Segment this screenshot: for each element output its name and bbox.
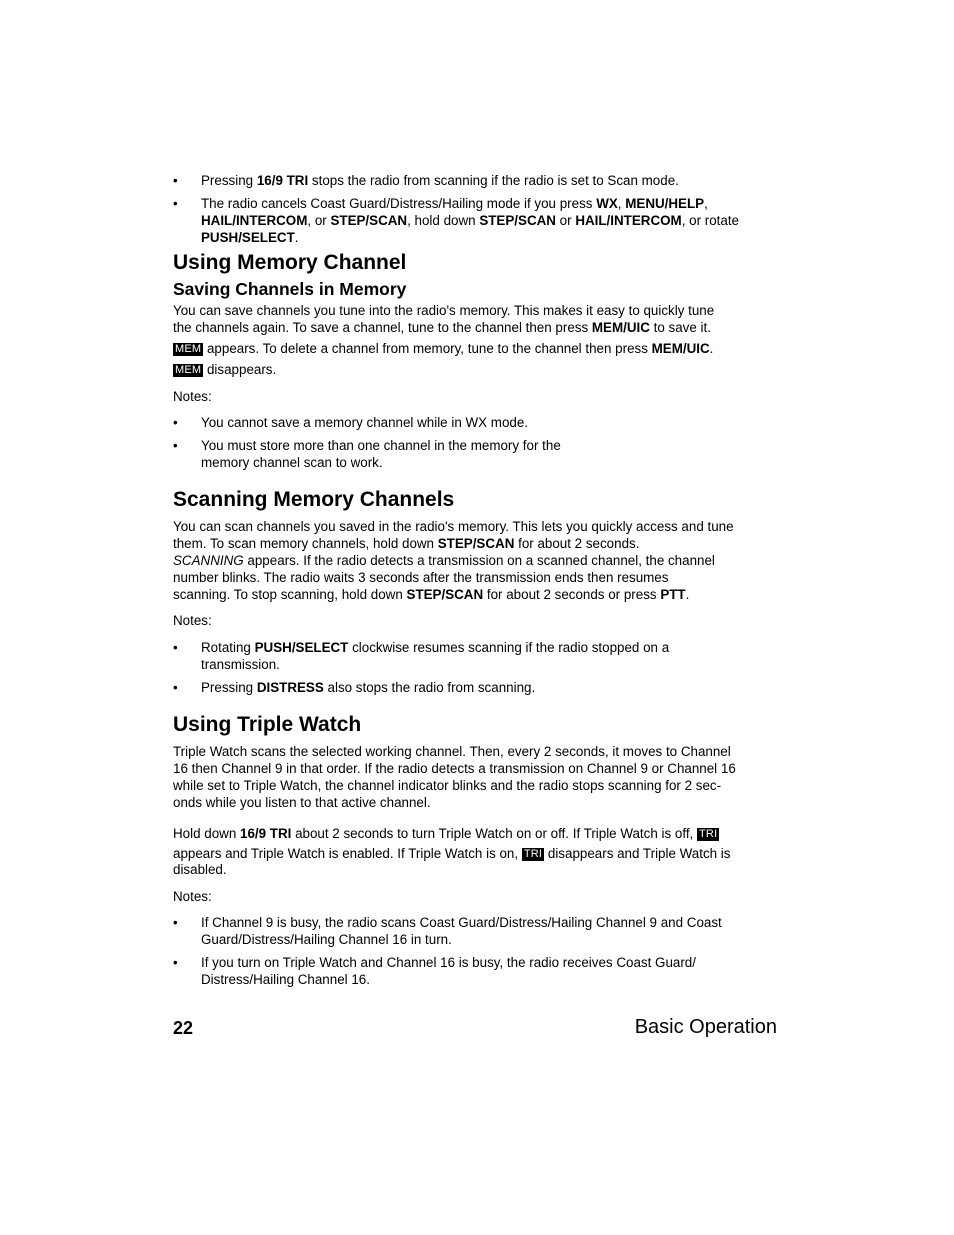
list-item: • The radio cancels Coast Guard/Distress/Hailing mode if you press WX, MENU/HELP, HAIL/INTERCOM, or STEP/SCAN, hold down STEP/SCAN or HAIL/INTERCOM, or rotate PUSH/SELECT. (173, 196, 739, 245)
list-item: • You cannot save a memory channel while in WX mode. (173, 415, 529, 430)
notes-label: Notes: (173, 889, 212, 904)
mem-indicator-icon: MEM (175, 343, 202, 355)
notes-label: Notes: (173, 613, 212, 628)
mem-indicator-icon: MEM (175, 364, 202, 376)
page-content (173, 172, 763, 994)
intro-bullets (173, 172, 763, 246)
paragraph: Triple Watch scans the selected working channel. Then, every 2 seconds, it moves to Channel 16 then Channel 9 in that order. If the radio detects a transmission on Channel 9 or Channel 16 while set to Triple Watch, the channel indicator blinks and the radio stops scanning for 2 sec- onds while you listen to that active channel. (173, 744, 736, 810)
notes-list (173, 914, 763, 988)
subsection-heading: Saving Channels in Memory (173, 279, 407, 299)
list-item: • Rotating PUSH/SELECT clockwise resumes scanning if the radio stopped on a transmission. (173, 640, 670, 672)
notes-list (173, 639, 763, 696)
paragraph: You can save channels you tune into the radio's memory. This makes it easy to quickly tune the channels again. To save a channel, tune to the channel then press MEM/UIC to save it. (173, 303, 715, 335)
notes-label: Notes: (173, 389, 212, 404)
paragraph: MEM disappears. (175, 362, 277, 377)
paragraph: You can scan channels you saved in the radio's memory. This lets you quickly access and tune them. To scan memory channels, hold down STEP/SCAN for about 2 seconds. SCANNING appears. If the radio detects a transmission on a scanned channel, the channel number blinks. The radio waits 3 seconds after the transmission ends then resumes scanning. To stop scanning, hold down STEP/SCAN for about 2 seconds or press PTT. (173, 519, 734, 602)
tri-indicator-icon: TRI (699, 828, 718, 840)
paragraph: disabled. (173, 862, 227, 877)
section-title: Basic Operation (634, 1016, 777, 1038)
section-heading: Using Memory Channel (173, 251, 407, 274)
page-number: 22 (173, 1018, 194, 1038)
list-item: • Pressing DISTRESS also stops the radio from scanning. (173, 680, 536, 695)
section-heading: Scanning Memory Channels (173, 488, 455, 511)
list-item: • If Channel 9 is busy, the radio scans Coast Guard/Distress/Hailing Channel 9 and Coast Guard/Distress/Hailing Channel 16 in turn. (173, 915, 722, 947)
section-heading: Using Triple Watch (173, 713, 362, 736)
list-item: • You must store more than one channel in the memory for the memory channel scan to work. (173, 438, 561, 470)
notes-list (173, 414, 763, 471)
list-item: • Pressing 16/9 TRI stops the radio from scanning if the radio is set to Scan mode. (173, 173, 679, 188)
paragraph: MEM appears. To delete a channel from memory, tune to the channel then press MEM/UIC. (175, 341, 714, 356)
tri-indicator-icon: TRI (523, 848, 543, 860)
list-item: • If you turn on Triple Watch and Channel 16 is busy, the radio receives Coast Guard/ Distress/Hailing Channel 16. (173, 955, 696, 987)
paragraph: Hold down 16/9 TRI about 2 seconds to turn Triple Watch on or off. If Triple Watch is off, TRI appears and Triple Watch is enabled. If Triple Watch is on, TRI disappears and Triple Watch is (173, 826, 731, 861)
